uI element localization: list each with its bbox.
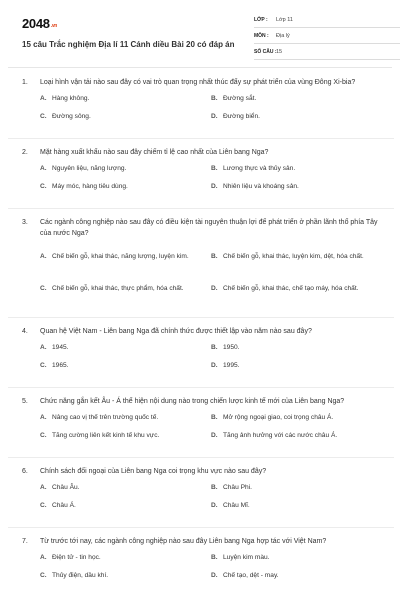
option-letter: C.	[40, 285, 47, 292]
question	[22, 396, 382, 449]
option-letter: B.	[211, 165, 218, 172]
option-text: Chế biến gỗ, khai thác, luyện kim, dệt, hóa chất.	[223, 253, 364, 260]
option-text: Thủy điện, dầu khí.	[52, 572, 109, 579]
meta-label: MÔN :	[254, 33, 269, 39]
question-text	[22, 466, 382, 477]
option-text: Lương thực và thủy sản.	[223, 165, 296, 172]
option-letter: A.	[40, 253, 47, 260]
option-text: Mở rộng ngoại giao, coi trọng châu Á.	[223, 414, 334, 421]
meta-value: Địa lý	[276, 33, 290, 39]
question-list	[22, 77, 382, 597]
option-letter: D.	[211, 432, 218, 439]
option-letter: D.	[211, 113, 218, 120]
question	[22, 326, 382, 379]
question-body: Chính sách đối ngoại của Liên bang Nga coi trọng khu vực nào sau đây?	[40, 468, 267, 475]
question-text	[22, 217, 382, 239]
option-letter: A.	[40, 165, 47, 172]
option-letter: D.	[211, 183, 218, 190]
option-text: Chế tạo, dệt - may.	[223, 572, 279, 579]
option-letter: B.	[211, 344, 218, 351]
option[interactable]	[40, 431, 211, 441]
option[interactable]	[211, 245, 382, 269]
option-text: Đường sông.	[52, 113, 91, 120]
question	[22, 217, 382, 309]
option[interactable]	[40, 277, 211, 301]
option[interactable]	[40, 361, 211, 371]
option-text: Điện tử - tin học.	[52, 554, 101, 561]
option-text: Tăng cường liên kết kinh tế khu vực.	[52, 432, 160, 439]
question-body: Quan hệ Việt Nam - Liên bang Nga đã chính thức được thiết lập vào năm nào sau đây?	[40, 328, 312, 335]
option-text: 1995.	[223, 362, 240, 369]
option-text: Hàng không.	[52, 95, 90, 102]
divider	[8, 208, 394, 209]
option-letter: B.	[211, 554, 218, 561]
option-letter: B.	[211, 484, 218, 491]
question-text	[22, 326, 382, 337]
option-letter: B.	[211, 95, 218, 102]
option[interactable]	[40, 413, 211, 423]
page-title: 15 câu Trắc nghiệm Địa lí 11 Cánh diều Bài 20 có đáp án	[22, 40, 235, 49]
question-number: 6.	[22, 468, 28, 475]
option-letter: B.	[211, 414, 218, 421]
option[interactable]	[211, 431, 382, 441]
option-text: Châu Mĩ.	[223, 502, 250, 509]
question-text	[22, 536, 382, 547]
option-letter: D.	[211, 285, 218, 292]
option-letter: C.	[40, 502, 47, 509]
option-text: 1945.	[52, 344, 69, 351]
option[interactable]	[40, 112, 211, 122]
option-letter: A.	[40, 484, 47, 491]
option-text: Chế biến gỗ, khai thác, chế tạo máy, hóa chất.	[223, 285, 359, 292]
options	[22, 343, 382, 379]
meta-label: SỐ CÂU :	[254, 49, 277, 55]
question-number: 4.	[22, 328, 28, 335]
option-letter: A.	[40, 344, 47, 351]
option-text: Chế biến gỗ, khai thác, năng lượng, luyện kim.	[52, 253, 189, 260]
option[interactable]	[40, 182, 211, 192]
option[interactable]	[211, 501, 382, 511]
option[interactable]	[211, 483, 382, 493]
meta-label: LỚP :	[254, 17, 268, 23]
option-letter: C.	[40, 113, 47, 120]
option-text: Nâng cao vị thế trên trường quốc tế.	[52, 414, 159, 421]
question-number: 7.	[22, 538, 28, 545]
question	[22, 536, 382, 589]
meta-row-subject	[254, 30, 400, 44]
divider	[8, 317, 394, 318]
logo-text: 2048	[22, 16, 50, 31]
option-letter: C.	[40, 432, 47, 439]
option[interactable]	[211, 164, 382, 174]
meta-panel	[254, 14, 400, 62]
option[interactable]	[40, 483, 211, 493]
divider	[8, 457, 394, 458]
question-body: Từ trước tới nay, các ngành công nghiệp nào sau đây Liên bang Nga hợp tác với Việt Nam?	[40, 538, 327, 545]
option-letter: A.	[40, 414, 47, 421]
divider	[8, 387, 394, 388]
option[interactable]	[211, 413, 382, 423]
question-number: 2.	[22, 149, 28, 156]
option-text: Đường sắt.	[223, 95, 257, 102]
option-text: Châu Âu.	[52, 484, 80, 491]
option-letter: C.	[40, 183, 47, 190]
option-letter: D.	[211, 572, 218, 579]
options	[22, 164, 382, 200]
option-letter: C.	[40, 362, 47, 369]
question	[22, 147, 382, 200]
options	[22, 94, 382, 130]
option[interactable]	[211, 277, 382, 301]
question-body: Loại hình vận tải nào sau đây có vai trò quan trọng nhất thúc đẩy sự phát triển của vùng Đông Xi-bia?	[40, 79, 356, 86]
divider	[8, 527, 394, 528]
option-letter: C.	[40, 572, 47, 579]
question-text	[22, 77, 382, 88]
option-text: Châu Á.	[52, 502, 76, 509]
options	[22, 245, 382, 309]
header	[22, 10, 380, 68]
meta-value: 15	[276, 49, 283, 55]
option-text: 1965.	[52, 362, 69, 369]
option[interactable]	[211, 112, 382, 122]
question-number: 1.	[22, 79, 28, 86]
meta-row-count	[254, 46, 400, 60]
option-text: 1950.	[223, 344, 240, 351]
option[interactable]	[40, 571, 211, 581]
option-letter: A.	[40, 95, 47, 102]
question-body: Chức năng gắn kết Âu - Á thể hiện nội dung nào trong chiến lược kinh tế mới của Liên bang Nga?	[40, 398, 345, 405]
option-text: Luyện kim màu.	[223, 554, 270, 561]
option-text: Nguyên liệu, năng lượng.	[52, 165, 127, 172]
option-letter: A.	[40, 554, 47, 561]
options	[22, 413, 382, 449]
question-body: Mặt hàng xuất khẩu nào sau đây chiếm tỉ lệ cao nhất của Liên bang Nga?	[40, 149, 269, 156]
option-text: Tăng ảnh hưởng với các nước châu Á.	[223, 432, 338, 439]
question-text	[22, 396, 382, 407]
question	[22, 466, 382, 519]
option-text: Nhiên liệu và khoáng sản.	[223, 183, 299, 190]
options	[22, 483, 382, 519]
option[interactable]	[211, 571, 382, 581]
option[interactable]	[40, 245, 211, 269]
question-text	[22, 147, 382, 158]
logo-suffix: .vn	[50, 23, 58, 29]
meta-row-class	[254, 14, 400, 28]
option[interactable]	[211, 361, 382, 371]
question-body: Các ngành công nghiệp nào sau đây có điều kiện tài nguyên thuận lợi để phát triển ở phần lãnh thổ phía Tây của nước Nga?	[40, 219, 378, 237]
option[interactable]	[40, 164, 211, 174]
option[interactable]	[40, 553, 211, 563]
option-text: Chế biến gỗ, khai thác, thực phẩm, hóa chất.	[52, 285, 184, 292]
option-letter: D.	[211, 362, 218, 369]
option[interactable]	[40, 343, 211, 353]
options	[22, 553, 382, 589]
question	[22, 77, 382, 130]
option[interactable]	[211, 94, 382, 104]
option[interactable]	[211, 343, 382, 353]
option-letter: D.	[211, 502, 218, 509]
option-text: Châu Phi.	[223, 484, 252, 491]
question-number: 3.	[22, 219, 28, 226]
site-logo[interactable]	[22, 16, 57, 31]
meta-value: Lớp 11	[276, 17, 293, 23]
option[interactable]	[40, 501, 211, 511]
option-letter: B.	[211, 253, 218, 260]
divider	[8, 138, 394, 139]
option[interactable]	[40, 94, 211, 104]
header-divider	[8, 67, 392, 68]
option-text: Máy móc, hàng tiêu dùng.	[52, 183, 128, 190]
option[interactable]	[211, 553, 382, 563]
option[interactable]	[211, 182, 382, 192]
option-text: Đường biển.	[223, 113, 260, 120]
question-number: 5.	[22, 398, 28, 405]
